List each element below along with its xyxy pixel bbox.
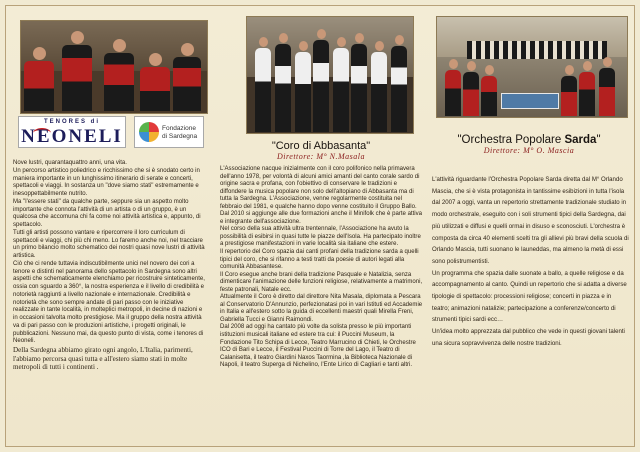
paragraph: Ma "l'essere stati" da qualche parte, seppure sia un aspetto molto importante che connota l'attività di un artista o di un gruppo, è un qualcosa che accomuna chi fa come noi attività artistica e, appunto, di spettacolo. (13, 198, 201, 228)
fondazione-line2: di Sardegna (162, 133, 198, 140)
coro-director: Direttore: M° N.Masala (276, 152, 366, 161)
paragraph: Il Coro esegue anche brani della tradizione Pasquale e Natalizia, senza dimenticare l'animazione delle funzioni religiose, relativamente a matrimoni, feste patronali, Natale ecc. (220, 271, 423, 293)
tenores-logo-small: TENORES di (43, 119, 100, 125)
orchestra-title-start: "Orchestra Popolare (457, 134, 565, 146)
coro-title: "Coro di Abbasanta" (271, 140, 371, 152)
coro-text (220, 166, 424, 370)
orchestra-text (432, 174, 630, 350)
tenores-photo (20, 20, 208, 114)
orchestra-title (426, 134, 632, 146)
paragraph: L'Associazione nacque inizialmente con il coro polifonico nella primavera dell'anno 1978, per volontà di alcuni amici amanti del canto corale sardo di origine sacra e profana, con l'obiettivo di conservare le tradizioni e diffondere la musica popolare non solo dell'altopiano di Abbasanta ma di tutta la Sardegna. L'Associazione, venne regolarmente costituita nel febbraio del 1981, e qualche hanno dopo venne costituito il Gruppo Ballo. Dal 2010 si aggiunge alle due formazioni anche il Minifolk che è parte attiva e integrante dell'associazione. (220, 166, 423, 225)
paragraph: Attualmente il Coro è diretto dal direttore Nita Masala, diplomata a Pescara al Conservatorio D'Annunzio, perfezionatasi poi in vari Istituti ed Accademie in Italia e all'estero sotto la guida di eccellenti maestri quali Mirella Freni, Gabriella Tucci e Gianni Raimondi. (220, 294, 423, 323)
closing-paragraph: Della Sardegna abbiamo girato ogni angolo, L'Italia, parimenti, l'abbiamo percorsa quasi tutta e all'estero siamo stati in molte metropoli di tutti i continenti . (13, 346, 193, 371)
paragraph: Ciò che ci rende tuttavia indiscutibilmente unici nel novero dei cori a tenore e distinti nel panorama dello spettacolo in Sardegna sono altri aspetti che schematicamente elenchiamo per ricostruire sinteticamente, ossia con sguardo a 360°, la nostra esperienza e il livello di credibilità e notorietà raggiunti a livello nazionale e internazionale. Credibilità e notorietà che sono sempre andate di pari passo con le iniziative realizzate in tante località, in molteplici metropoli, in decine di nazioni e in occasioni talvolta molto prestigiose. Ma il gruppo della nostra attività va di pari passo con le produzioni artistiche, i progetti originali, le pubblicazioni. Nessuno mai, da questo punto di vista, come i tenores di Neoneli. (13, 260, 205, 345)
paragraph: Un percorso artistico poliedrico e ricchissimo che si è snodato certo in maniera importante in un lunghissimo itinerario di serate e concerti, spettacoli e viaggi. In sostanza un "dove siamo stati" estremamente e inesoppettabilmente nutrito. (13, 167, 200, 197)
paragraph: Il repertorio del Coro spazia dai canti profani della tradizione sarda a quelli tipici del coro, che si rifanno a testi tratti da poesie di autori legati alla comunità Abbasantese. (220, 249, 419, 271)
fondazione-line1: Fondazione (162, 125, 196, 132)
paragraph: L'attività riguardante l'Orchestra Popolare Sarda diretta dal M° Orlando Mascia, che si è vista protagonista in tantissime esibizioni in tutta l'isola dal 2007 a oggi, vanta un repertorio strettamente tradizionale studiato in modo orchestrale, eseguito con i soli strumenti tipici della Sardegna, dai più utilizzati e diffusi e quelli ormai in disuso e sconosciuti. L'orchestra è composta da circa 40 elementi scelti tra gli allievi più bravi della scuola di Orlando Mascia, tutti suonano le launeddas, ma almeno la metà di essi sono polistrumentisti. (432, 176, 629, 265)
orchestra-title-bold: Sarda (564, 134, 597, 146)
brochure-page (5, 5, 635, 447)
orchestra-photo (436, 16, 628, 118)
paragraph: Un programma che spazia dalle suonate a ballo, a quelle religiose e da accompagnamento al canto. Quindi un repertorio che si adatta a diverse tipologie di spettacolo: processioni religiose; concerti in piazza e in teatro; animazioni natalizie; partecipazione a conferenze/concerto di strumenti tipici sardi ecc… (432, 269, 627, 324)
paragraph: Nove lustri, quarantaquattro anni, una vita. (13, 160, 127, 166)
tenores-text (13, 160, 207, 372)
coro-photo (246, 16, 414, 134)
paragraph: Un'idea molto apprezzata dal pubblico che vede in questi giovani talenti una sicura sopravvivenza delle nostre tradizioni. (432, 328, 625, 347)
sponsor-logos (18, 116, 204, 150)
orchestra-director: Direttore: M° O. Mascia (483, 146, 575, 155)
paragraph: Tutti gli artisti possono vantare e ripercorrere il loro curriculum di spettacoli e viaggi, chi più chi meno. Lo faremo anche noi, nel tracciare un primo bilancio molto schematico dei nostri quasi nove lustri di attività artistica. (13, 229, 205, 259)
fondazione-logo (134, 116, 204, 148)
orchestra-title-end: " (596, 134, 601, 146)
tenores-logo (18, 116, 126, 148)
fondazione-circle-icon (139, 122, 159, 142)
tenores-logo-big: NEONELI (21, 126, 123, 147)
paragraph: Nel corso della sua attività ultra trentennale, l'Associazione ha avuto la possibilità di esibirsi in quasi tutte le piazze dell'Isola. Ha partecipato inoltre a prestigiose manifestazioni in varie località sia italiane che estere. (220, 226, 421, 248)
paragraph: Dal 2008 ad oggi ha cantato più volte da solista presso le più importanti istituzioni musicali italiane ed estere tra cui: il Puccini Museum, la Fondazione Tito Schipa di Lecce, Teatro Marrucino di Chieti, le Orchestre ICO di Bari e Lecce, il Festival Puccini di Torre del Lago, il Teatro di Calanisetta, il teatro Giardini Naxos Taormina ,la Biblioteca Nazionale di Napoli, il teatro Superga di Nichelino, l'Ente Lirico di Cagliari e tanti altri. (220, 324, 416, 369)
